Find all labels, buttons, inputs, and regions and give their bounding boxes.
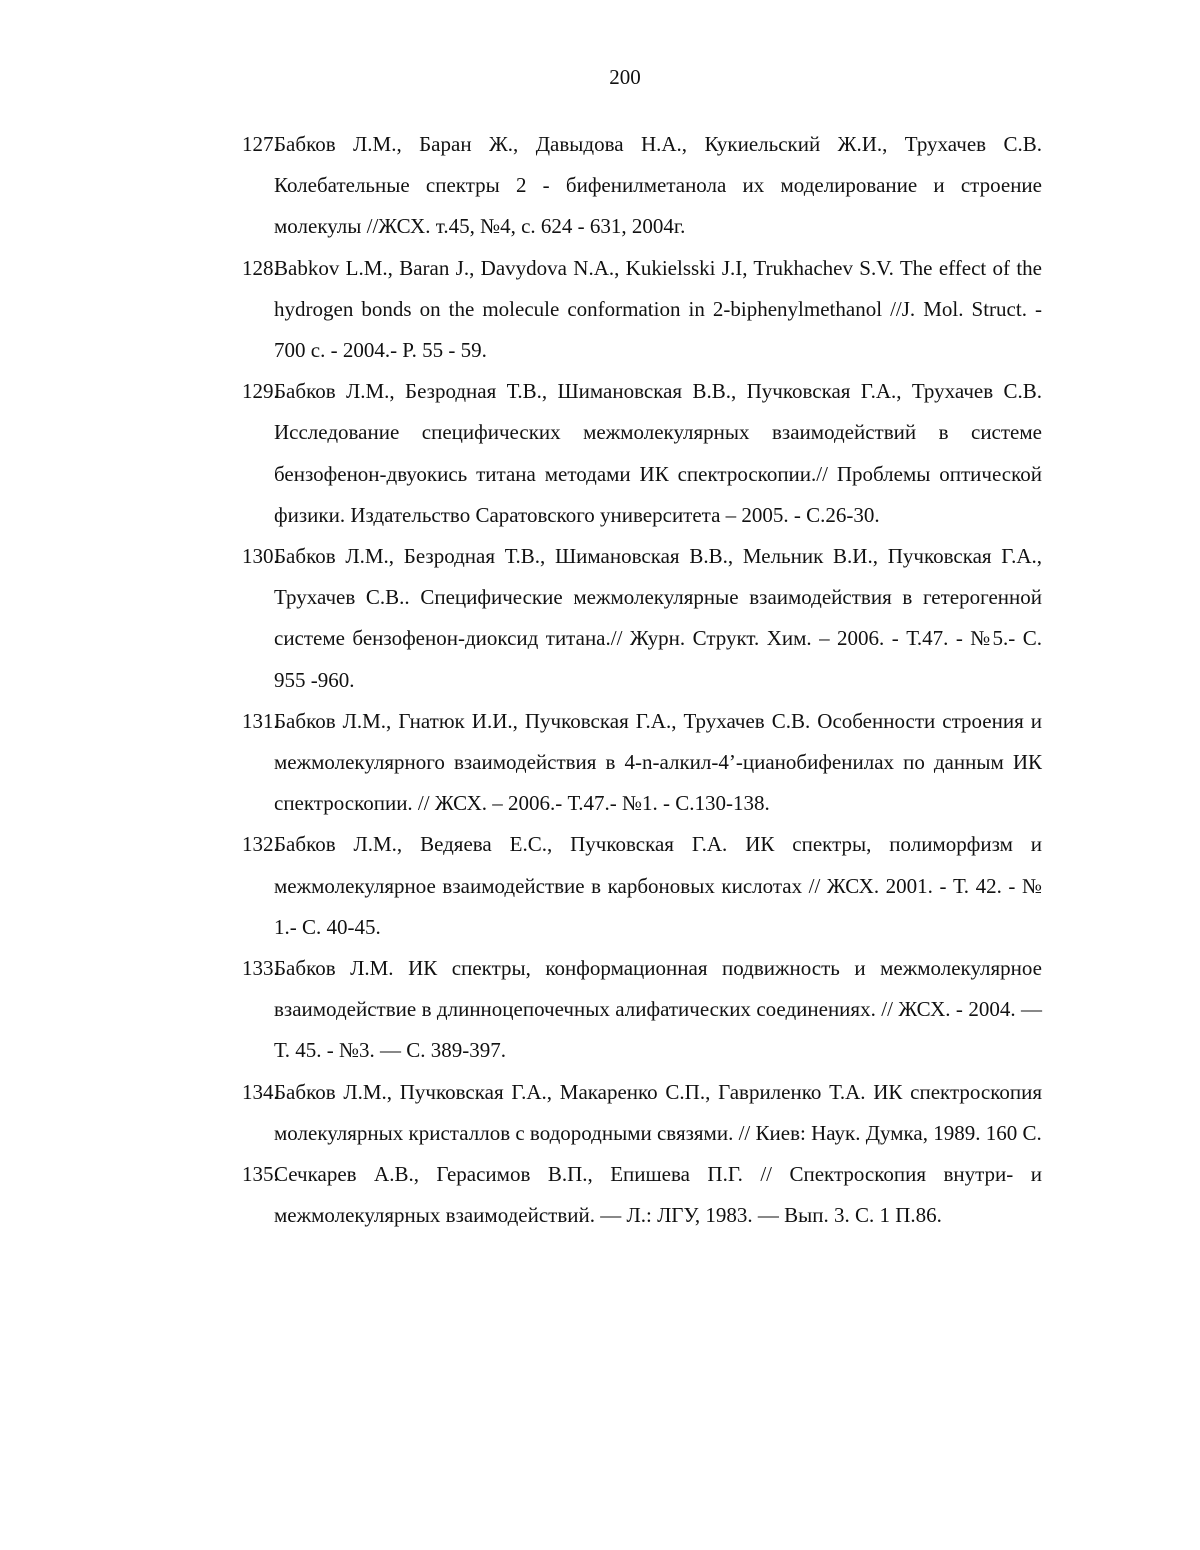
reference-item — [242, 1072, 1042, 1154]
reference-number: 134. — [242, 1079, 279, 1104]
reference-number: 131. — [242, 708, 279, 733]
reference-text: Бабков Л.М., Баран Ж., Давыдова Н.А., Кукиельский Ж.И., Трухачев С.В. Колебательные спектры 2 - бифенилметанола их моделирование и строение молекулы //ЖСХ. т.45, №4, с. 624 - 631, 2004г. — [274, 132, 1042, 239]
reference-number: 132. — [242, 832, 279, 857]
reference-text: Бабков Л.М., Безродная Т.В., Шимановская В.В., Пучковская Г.А., Трухачев С.В. Исследование специфических межмолекулярных взаимодействий в системе бензофенон-двуокись титана методами ИК спектроскопии.// Проблемы оптической физики. Издательство Саратовского университета – 2005. - С.26-30. — [274, 379, 1042, 527]
reference-number: 128. — [242, 255, 279, 280]
reference-item — [242, 248, 1042, 372]
reference-item — [242, 701, 1042, 825]
reference-item — [242, 824, 1042, 948]
reference-number: 133. — [242, 956, 279, 981]
page-number: 200 — [609, 65, 641, 89]
reference-list — [242, 124, 1042, 1236]
reference-item — [242, 948, 1042, 1072]
reference-item — [242, 124, 1042, 248]
reference-text: Бабков Л.М., Пучковская Г.А., Макаренко С.П., Гавриленко Т.А. ИК спектроскопия молекулярных кристаллов с водородными связями. // Киев: Наук. Думка, 1989. 160 С. — [274, 1079, 1042, 1145]
reference-number: 127. — [242, 132, 279, 156]
reference-text: Сечкарев А.В., Герасимов В.П., Епишева П.Г. // Спектроскопия внутри- и межмолекулярных взаимодействий. — Л.: ЛГУ, 1983. — Вып. 3. С. 1 П.86. — [274, 1162, 1042, 1228]
reference-item — [242, 536, 1042, 701]
reference-number: 129. — [242, 379, 279, 404]
reference-text: Бабков Л.М. ИК спектры, конформационная подвижность и межмолекулярное взаимодействие в длинноцепочечных алифатических соединениях. // ЖСХ. - 2004. — Т. 45. - №3. — С. 389-397. — [274, 956, 1042, 1063]
reference-text: Babkov L.M., Baran J., Davydova N.A., Kukielsski J.I, Trukhachev S.V. The effect of the hydrogen bonds on the molecule conformation in 2-biphenylmethanol //J. Mol. Struct. - 700 c. - 2004.- P. 55 - 59. — [274, 255, 1042, 363]
reference-number: 130. — [242, 544, 279, 569]
reference-item — [242, 1154, 1042, 1236]
reference-text: Бабков Л.М., Гнатюк И.И., Пучковская Г.А., Трухачев С.В. Особенности строения и межмолекулярного взаимодействия в 4-n-алкил-4’-цианобифенилах по данным ИК спектроскопии. // ЖСХ. – 2006.- Т.47.- №1. - С.130-138. — [274, 708, 1042, 816]
reference-number: 135. — [242, 1162, 279, 1187]
reference-item — [242, 371, 1042, 536]
reference-text: Бабков Л.М., Ведяева Е.С., Пучковская Г.А. ИК спектры, полиморфизм и межмолекулярное взаимодействие в карбоновых кислотах // ЖСХ. 2001. - Т. 42. - № 1.- С. 40-45. — [274, 832, 1042, 939]
reference-text: Бабков Л.М., Безродная Т.В., Шимановская В.В., Мельник В.И., Пучковская Г.А., Трухачев С.В.. Специфические межмолекулярные взаимодействия в гетерогенной системе бензофенон-диоксид титана.// Журн. Структ. Хим. – 2006. - Т.47. - №5.- С. 955 -960. — [274, 544, 1042, 692]
